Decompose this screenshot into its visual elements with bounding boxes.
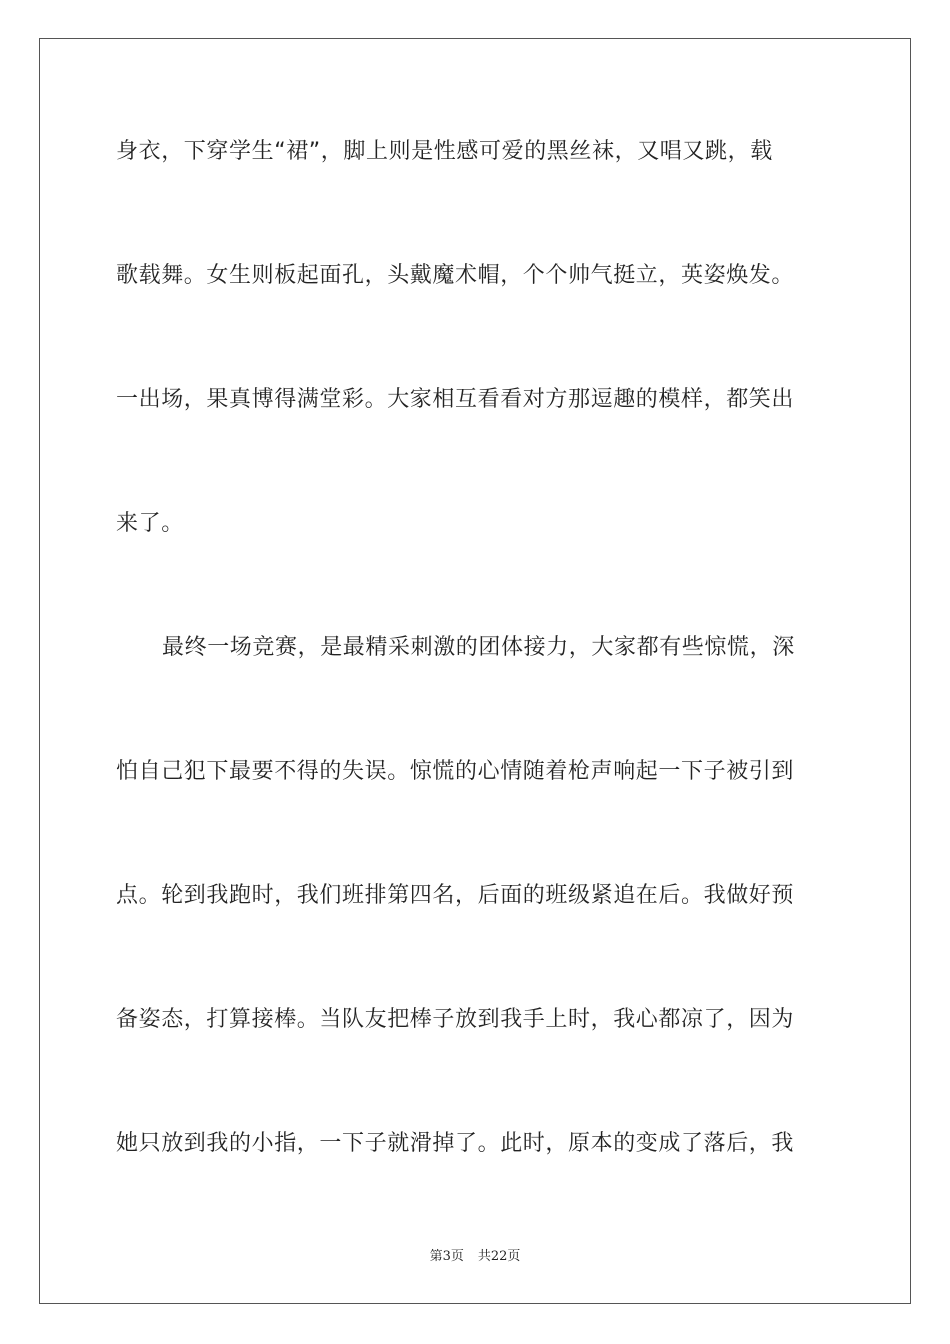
- body-text-line: 她只放到我的小指，一下子就滑掉了。此时，原本的变成了落后，我: [116, 1131, 795, 1156]
- page-number-total: 共22页: [477, 1249, 521, 1264]
- body-text-line: 来了。: [116, 511, 184, 536]
- page-footer: [0, 1248, 950, 1266]
- page-border: [39, 38, 911, 1304]
- body-text-line: 点。轮到我跑时，我们班排第四名，后面的班级紧追在后。我做好预: [116, 883, 795, 908]
- body-text-line: 身衣，下穿学生“裙”，脚上则是性感可爱的黑丝袜，又唱又跳，载: [116, 139, 773, 164]
- paragraph-first-line: 最终一场竞赛，是最精采刺激的团体接力，大家都有些惊慌，深: [162, 635, 795, 660]
- body-text-line: 备姿态，打算接棒。当队友把棒子放到我手上时，我心都凉了，因为: [116, 1007, 795, 1032]
- body-text-line: 一出场，果真博得满堂彩。大家相互看看对方那逗趣的模样，都笑出: [116, 387, 795, 412]
- body-text-line: 歌载舞。女生则板起面孔，头戴魔术帽，个个帅气挺立，英姿焕发。: [116, 263, 795, 288]
- page-number-current: 第3页: [429, 1249, 464, 1264]
- body-text-line: 怕自己犯下最要不得的失误。惊慌的心情随着枪声响起一下子被引到: [116, 759, 795, 784]
